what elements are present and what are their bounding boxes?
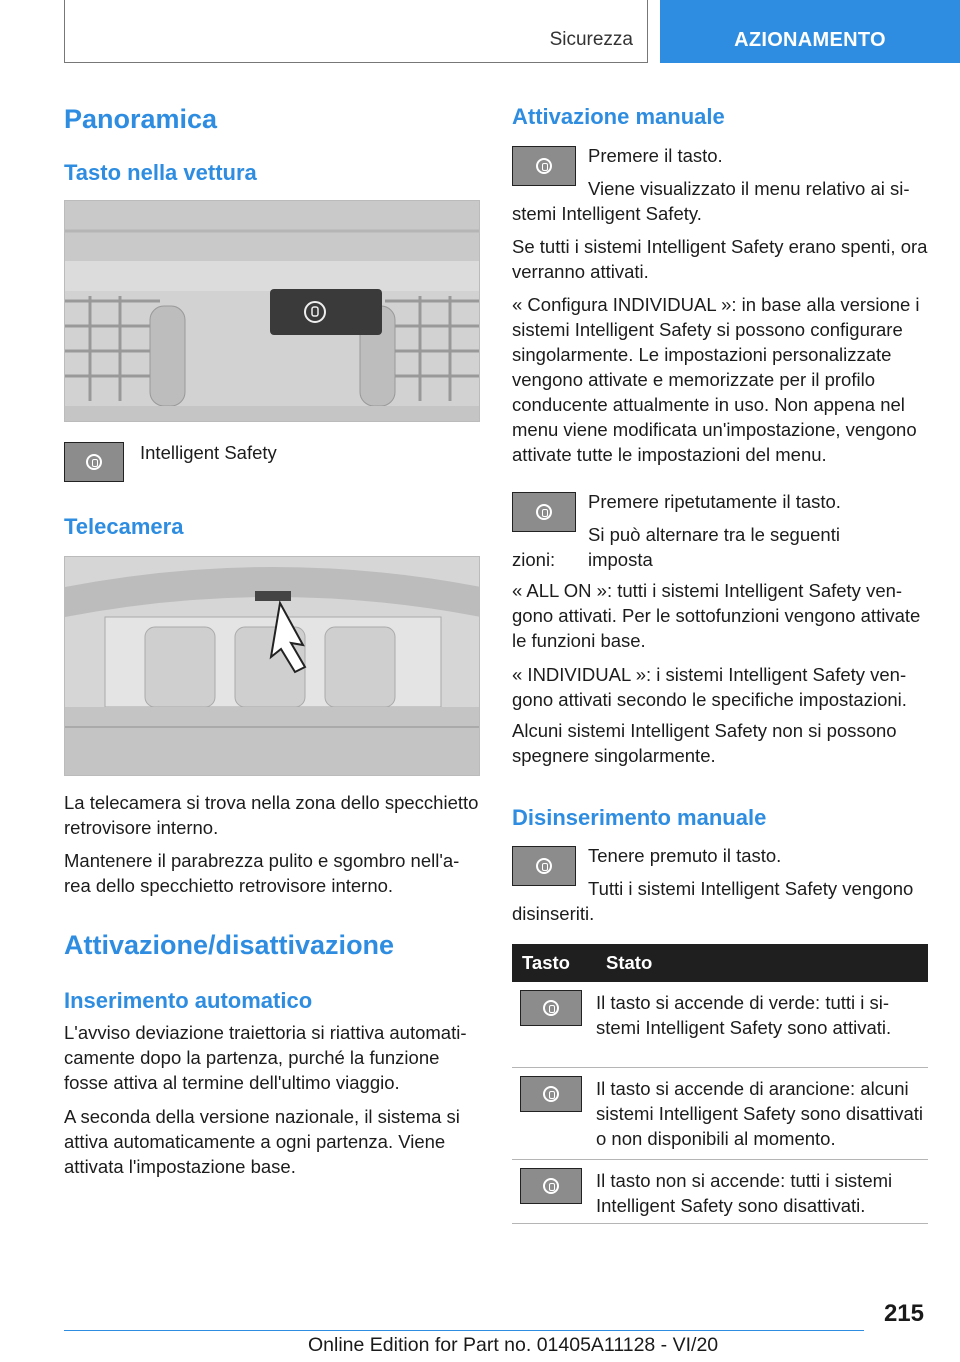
press-again-text: Premere ripetutamente il tasto. [588,491,841,512]
subtitle-inserimento: Inserimento automatico [64,988,313,1013]
header-chapter-label: AZIONAMENTO [734,29,886,51]
all-disabled-text-a: Tutti i sistemi Intelligent Safety vengono [588,878,914,899]
header-section-label: Sicurezza [549,29,633,50]
key-icon-orange [520,1076,582,1112]
some-not-text: Alcuni sistemi Intelligent Safety non si possono spegnere singolarmente. [512,720,897,766]
individual-config-text: « Configura INDIVIDUAL »: in base alla versione i sistemi Intelligent Safety si possono configurare singolarmente. Le impostazioni personalizzate vengono attivate e memorizzate per il profilo conducente attualmente in uso. Non appena nel menu viene modificata un'impostazione, vengono attivate tutte le impostazioni del menu. [512,294,920,465]
press-text: Premere il tasto. [588,145,723,166]
key-icon-repeat [512,492,576,532]
all-on-text: « ALL ON »: tutti i sistemi Intelligent Safety vengono attivati. Per le sottofunzioni vengono attivate le funzioni base. [512,580,921,651]
hold-text: Tenere premuto il tasto. [588,845,782,866]
subtitle-telecamera: Telecamera [64,514,184,539]
subtitle-tasto: Tasto nella vettura [64,160,257,185]
menu-shown-text: Viene visualizzato il menu relativo ai sistemi Intelligent Safety. [512,178,910,224]
toggle-intro-text-b: zioni: [512,549,556,570]
col-tasto-header: Tasto [522,952,570,973]
table-row [512,982,928,1068]
header-section-tab [64,0,648,63]
subtitle-attivazione-manuale: Attivazione manuale [512,104,725,129]
status-text-green: Il tasto si accende di verde: tutti i sistemi Intelligent Safety sono attivati. [596,992,892,1038]
col-stato-header: Stato [606,952,653,973]
header-chapter-tab [660,0,960,63]
interior-camera-photo [64,556,480,776]
key-icon-hold [512,846,576,886]
all-disabled-text-b: disinseriti. [512,903,595,924]
title-panoramica: Panoramica [64,104,218,134]
auto-text-2: A seconda della versione nazionale, il sistema si attiva automaticamente a ogni partenza. Viene attivata l'impostazione base. [64,1106,460,1177]
status-table [512,944,928,1224]
table-row [512,1160,928,1224]
individual-text: « INDIVIDUAL »: i sistemi Intelligent Safety vengono attivati secondo le specifiche impostazioni. [512,664,907,710]
all-off-text: Se tutti i sistemi Intelligent Safety erano spenti, ora verranno attivati. [512,236,928,282]
camera-clean-text: Mantenere il parabrezza pulito e sgombro nell'area dello specchietto retrovisore interno. [64,850,460,896]
title-attivazione: Attivazione/disattivazione [64,930,395,960]
online-edition-text: Online Edition for Part no. 01405A11128 - VI/20 [308,1334,719,1356]
subtitle-disinserimento: Disinserimento manuale [512,805,767,830]
intelligent-safety-key-icon [64,442,124,482]
key-icon-green [520,990,582,1026]
status-table-header [512,944,928,982]
page-number: 215 [883,1300,924,1327]
key-icon-off [520,1168,582,1204]
table-row [512,1068,928,1160]
status-text-off: Il tasto non si accende: tutti i sistemi Intelligent Safety sono disattivati. [596,1170,893,1216]
button-caption: Intelligent Safety [140,442,277,463]
camera-location-text: La telecamera si trova nella zona dello specchietto retrovisore interno. [64,792,479,838]
toggle-intro-text-a: Si può alternare tra le seguenti imposta [588,524,840,570]
console-button-photo [64,200,480,422]
status-text-orange: Il tasto si accende di arancione: alcuni sistemi Intelligent Safety sono disattivati o non disponibili al momento. [596,1078,923,1149]
footer-divider [64,1330,864,1331]
auto-text-1: L'avviso deviazione traiettoria si riattiva automaticamente dopo la partenza, purché la funzione fosse attiva al termine dell'ultimo viaggio. [64,1022,467,1093]
